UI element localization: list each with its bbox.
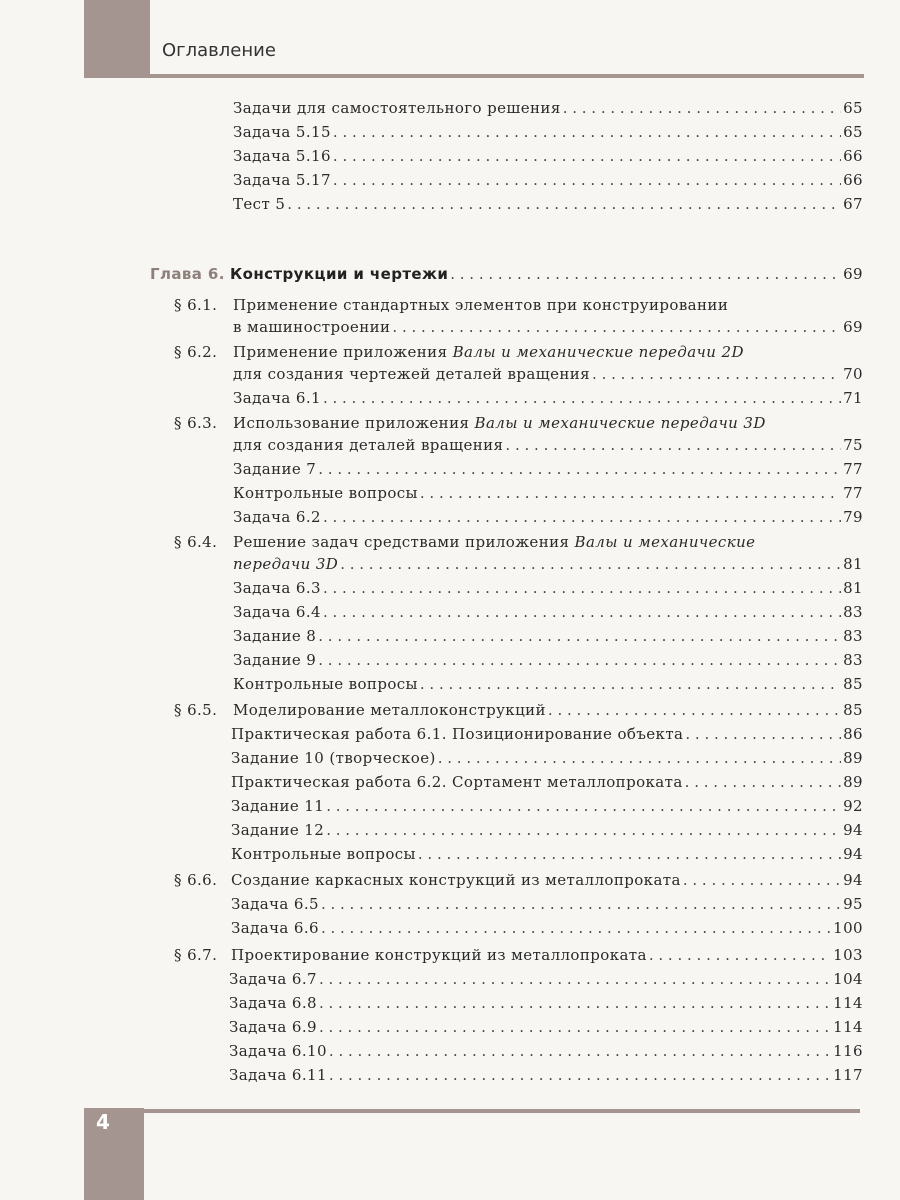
- toc-entry-title: Задачи для самостоятельного решения: [233, 99, 561, 117]
- toc-entry: [233, 507, 863, 527]
- leader-dots: [333, 122, 841, 142]
- toc-entry-page: 86: [843, 725, 863, 743]
- toc-entry-title: Задание 7: [233, 460, 317, 478]
- section-title-line: Решение задач средствами приложения Валы и механические: [233, 533, 756, 551]
- toc-entry-page: 83: [843, 627, 863, 645]
- toc-entry-title: Задание 11: [231, 797, 325, 815]
- toc-entry-title: Задача 6.5: [231, 895, 319, 913]
- toc-entry-page: 89: [843, 749, 863, 767]
- leader-dots: [326, 820, 841, 840]
- leader-dots: [438, 748, 841, 768]
- chapter-label: Глава 6.: [150, 265, 225, 283]
- toc-entry-page: 83: [843, 603, 863, 621]
- toc-entry-title: Задача 6.3: [233, 579, 321, 597]
- page-title: Оглавление: [162, 40, 276, 61]
- section-entry: [231, 945, 863, 965]
- toc-entry-page: 94: [843, 845, 863, 863]
- toc-entry: [233, 122, 863, 142]
- chapter-title: Конструкции и чертежи: [230, 265, 449, 283]
- toc-entry-page: 117: [833, 1066, 863, 1084]
- toc-entry-page: 89: [843, 773, 863, 791]
- toc-entry-page: 94: [843, 871, 863, 889]
- toc-entry-title: Задание 10 (творческое): [231, 749, 436, 767]
- toc-entry: [233, 483, 863, 503]
- toc-entry-page: 92: [843, 797, 863, 815]
- toc-entry-title: Задача 5.17: [233, 171, 331, 189]
- leader-dots: [418, 844, 841, 864]
- toc-entry-page: 103: [833, 946, 863, 964]
- toc-entry-page: 100: [833, 919, 863, 937]
- toc-entry-page: 71: [843, 389, 863, 407]
- section-title-line: передачи 3D: [233, 555, 339, 573]
- toc-entry: [233, 170, 863, 190]
- toc-entry: [233, 194, 863, 214]
- toc-entry: [229, 1017, 863, 1037]
- leader-dots: [563, 98, 841, 118]
- leader-dots: [685, 724, 841, 744]
- toc-entry-page: 85: [843, 675, 863, 693]
- section-title-line: для создания чертежей деталей вращения: [233, 365, 591, 383]
- toc-entry: [233, 98, 863, 118]
- section-entry: [233, 554, 863, 574]
- toc-entry-page: 114: [833, 994, 863, 1012]
- toc-entry-title: Задача 6.11: [229, 1066, 327, 1084]
- leader-dots: [450, 264, 841, 284]
- section-title-line: в машиностроении: [233, 318, 391, 336]
- section-number: § 6.2.: [174, 343, 218, 361]
- leader-dots: [649, 945, 831, 965]
- section-title-line: Проектирование конструкций из металлопроката: [231, 946, 647, 964]
- section-number: § 6.5.: [174, 701, 218, 719]
- section-number: § 6.6.: [174, 871, 218, 889]
- toc-entry-page: 75: [843, 436, 863, 454]
- toc-entry-page: 65: [843, 123, 863, 141]
- leader-dots: [321, 918, 831, 938]
- leader-dots: [319, 993, 831, 1013]
- toc-entry-page: 85: [843, 701, 863, 719]
- leader-dots: [318, 459, 841, 479]
- toc-entry: [233, 388, 863, 408]
- leader-dots: [420, 674, 841, 694]
- toc-entry-page: 70: [843, 365, 863, 383]
- leader-dots: [321, 894, 841, 914]
- leader-dots: [340, 554, 841, 574]
- toc-entry-page: 77: [843, 460, 863, 478]
- page-number: 4: [96, 1110, 110, 1134]
- toc-entry-page: 116: [833, 1042, 863, 1060]
- toc-entry-title: Практическая работа 6.2. Сортамент металлопроката: [231, 773, 683, 791]
- leader-dots: [323, 602, 841, 622]
- toc-entry-title: Задача 6.7: [229, 970, 317, 988]
- toc-entry-page: 77: [843, 484, 863, 502]
- footer-rule: [144, 1109, 860, 1113]
- leader-dots: [318, 650, 841, 670]
- toc-entry-title: Тест 5: [233, 195, 286, 213]
- toc-entry-title: Задача 5.15: [233, 123, 331, 141]
- toc-entry: [233, 674, 863, 694]
- toc-entry: [229, 993, 863, 1013]
- toc-entry-title: Задача 6.10: [229, 1042, 327, 1060]
- toc-entry-page: 66: [843, 171, 863, 189]
- toc-entry: [233, 146, 863, 166]
- section-entry: [233, 700, 863, 720]
- toc-entry-page: 69: [843, 318, 863, 336]
- toc-entry-page: 95: [843, 895, 863, 913]
- toc-entry-title: Задача 5.16: [233, 147, 331, 165]
- toc-entry: [229, 969, 863, 989]
- section-title-line: Применение стандартных элементов при конструировании: [233, 296, 729, 314]
- toc-entry-title: Контрольные вопросы: [231, 845, 416, 863]
- toc-entry: [233, 459, 863, 479]
- leader-dots: [287, 194, 841, 214]
- section-title-line: Использование приложения Валы и механические передачи 3D: [233, 414, 766, 432]
- section-title-line: Создание каркасных конструкций из металлопроката: [231, 871, 681, 889]
- toc-entry-page: 104: [833, 970, 863, 988]
- section-entry: [233, 435, 863, 455]
- toc-entry: [229, 1041, 863, 1061]
- toc-entry: [233, 626, 863, 646]
- toc-entry-title: Задание 9: [233, 651, 317, 669]
- toc-entry-title: Задание 12: [231, 821, 325, 839]
- toc-entry: [231, 796, 863, 816]
- leader-dots: [333, 146, 841, 166]
- toc-entry-title: Контрольные вопросы: [233, 675, 418, 693]
- toc-entry: [231, 918, 863, 938]
- toc-entry-page: 65: [843, 99, 863, 117]
- leader-dots: [329, 1065, 831, 1085]
- leader-dots: [319, 1017, 831, 1037]
- toc-entry-page: 94: [843, 821, 863, 839]
- toc-entry: [231, 772, 863, 792]
- leader-dots: [392, 317, 841, 337]
- section-number: § 6.4.: [174, 533, 218, 551]
- toc-entry-title: Задание 8: [233, 627, 317, 645]
- section-number: § 6.7.: [174, 946, 218, 964]
- leader-dots: [683, 870, 841, 890]
- toc-entry-page: 66: [843, 147, 863, 165]
- leader-dots: [319, 969, 831, 989]
- toc-entry-title: Задача 6.6: [231, 919, 319, 937]
- leader-dots: [333, 170, 841, 190]
- toc-entry-page: 81: [843, 555, 863, 573]
- leader-dots: [505, 435, 841, 455]
- toc-entry-title: Задача 6.8: [229, 994, 317, 1012]
- toc-entry: [233, 602, 863, 622]
- leader-dots: [685, 772, 841, 792]
- chapter-entry: [150, 264, 863, 284]
- section-title-line: Применение приложения Валы и механические передачи 2D: [233, 343, 744, 361]
- toc-entry: [231, 724, 863, 744]
- toc-entry: [231, 820, 863, 840]
- leader-dots: [592, 364, 841, 384]
- toc-entry-page: 69: [843, 265, 863, 283]
- leader-dots: [318, 626, 841, 646]
- toc-entry: [231, 748, 863, 768]
- leader-dots: [329, 1041, 831, 1061]
- leader-dots: [326, 796, 841, 816]
- toc-entry: [231, 894, 863, 914]
- toc-entry: [229, 1065, 863, 1085]
- section-number: § 6.1.: [174, 296, 218, 314]
- section-title-line: для создания деталей вращения: [233, 436, 504, 454]
- section-number: § 6.3.: [174, 414, 218, 432]
- toc-entry-page: 79: [843, 508, 863, 526]
- toc-entry-page: 67: [843, 195, 863, 213]
- toc-entry-title: Задача 6.4: [233, 603, 321, 621]
- leader-dots: [420, 483, 841, 503]
- leader-dots: [548, 700, 841, 720]
- toc-entry: [233, 650, 863, 670]
- section-entry: [231, 870, 863, 890]
- section-entry: [233, 364, 863, 384]
- toc-entry-title: Практическая работа 6.1. Позиционирование объекта: [231, 725, 684, 743]
- toc-entry-title: Задача 6.9: [229, 1018, 317, 1036]
- toc-entry-title: Задача 6.1: [233, 389, 321, 407]
- toc-entry-page: 83: [843, 651, 863, 669]
- toc-entry-title: Задача 6.2: [233, 508, 321, 526]
- leader-dots: [323, 388, 841, 408]
- toc-entry-page: 114: [833, 1018, 863, 1036]
- toc-entry-page: 81: [843, 579, 863, 597]
- leader-dots: [323, 507, 841, 527]
- toc-entry: [231, 844, 863, 864]
- section-title-line: Моделирование металлоконструкций: [233, 701, 546, 719]
- toc-entry-title: Контрольные вопросы: [233, 484, 418, 502]
- section-entry: [233, 317, 863, 337]
- leader-dots: [323, 578, 841, 598]
- toc-entry: [233, 578, 863, 598]
